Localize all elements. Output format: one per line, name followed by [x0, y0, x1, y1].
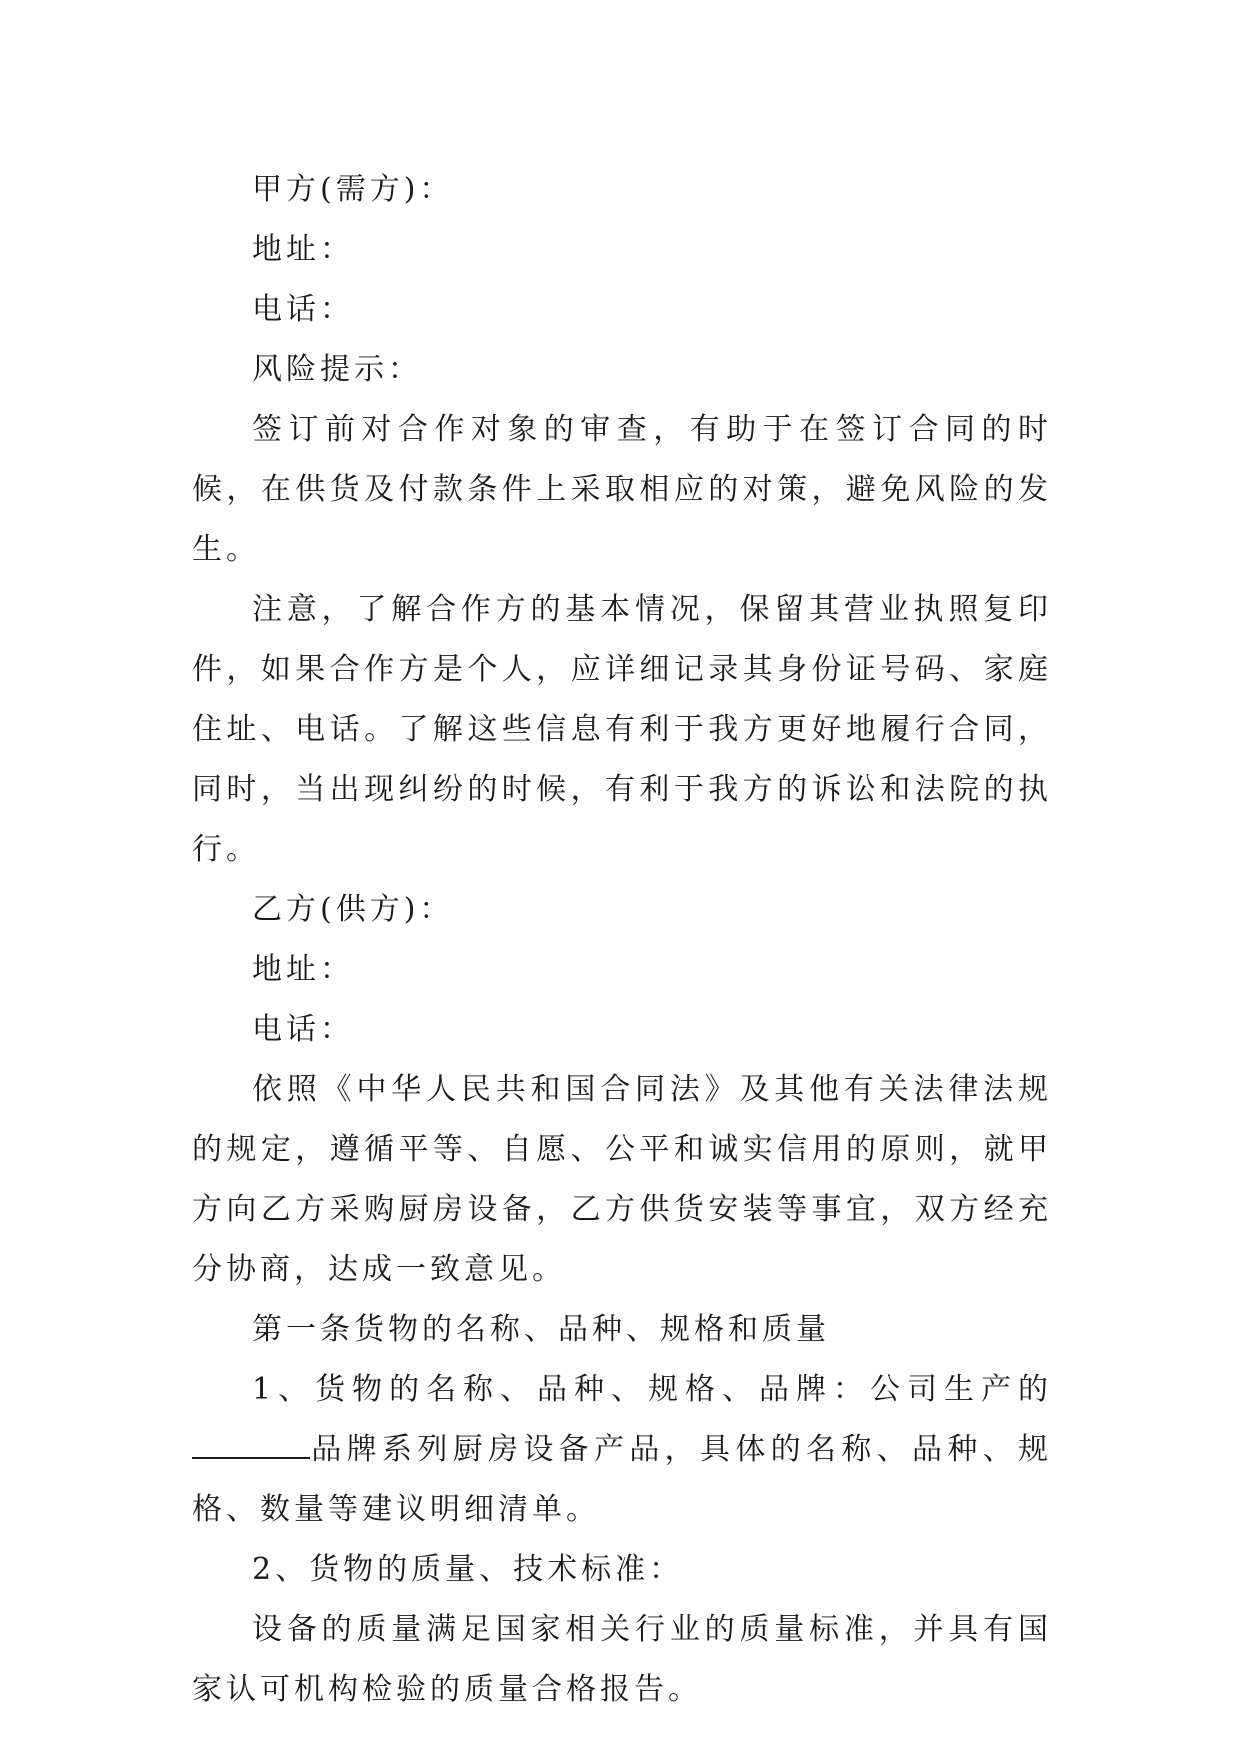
- risk-notice-paragraph-1: 签订前对合作对象的审查，有助于在签订合同的时候，在供货及付款条件上采取相应的对策，避免风险的发生。: [192, 412, 1052, 567]
- party-a-address: 地址：: [252, 232, 354, 267]
- article-1-item-1: [192, 1360, 1052, 1540]
- risk-notice-heading: 风险提示：: [252, 352, 422, 387]
- brand-blank-line: [192, 1431, 310, 1459]
- party-b-address: 地址：: [252, 952, 354, 987]
- article-1-item-2-body: 设备的质量满足国家相关行业的质量标准，并具有国家认可机构检验的质量合格报告。: [192, 1612, 1052, 1707]
- item-1-text-after: 品牌系列厨房设备产品，具体的名称、品种、规格、数量等建议明细清单。: [192, 1432, 1052, 1527]
- party-b-heading: 乙方(供方)：: [252, 892, 454, 927]
- party-a-phone: 电话：: [252, 292, 354, 327]
- article-1-title: 第一条货物的名称、品种、规格和质量: [252, 1312, 830, 1347]
- contract-body: [192, 160, 1052, 1720]
- article-1-item-2-heading: 2、货物的质量、技术标准：: [252, 1552, 684, 1587]
- risk-notice-paragraph-2: 注意，了解合作方的基本情况，保留其营业执照复印件，如果合作方是个人，应详细记录其身份证号码、家庭住址、电话。了解这些信息有利于我方更好地履行合同，同时，当出现纠纷的时候，有利于我方的诉讼和法院的执行。: [192, 592, 1052, 867]
- preamble-paragraph: 依照《中华人民共和国合同法》及其他有关法律法规的规定，遵循平等、自愿、公平和诚实信用的原则，就甲方向乙方采购厨房设备，乙方供货安装等事宜，双方经充分协商，达成一致意见。: [192, 1072, 1052, 1287]
- item-1-text-before: 1、货物的名称、品种、规格、品牌：公司生产的: [252, 1372, 1052, 1407]
- party-b-phone: 电话：: [252, 1012, 354, 1047]
- party-a-heading: 甲方(需方)：: [252, 172, 454, 207]
